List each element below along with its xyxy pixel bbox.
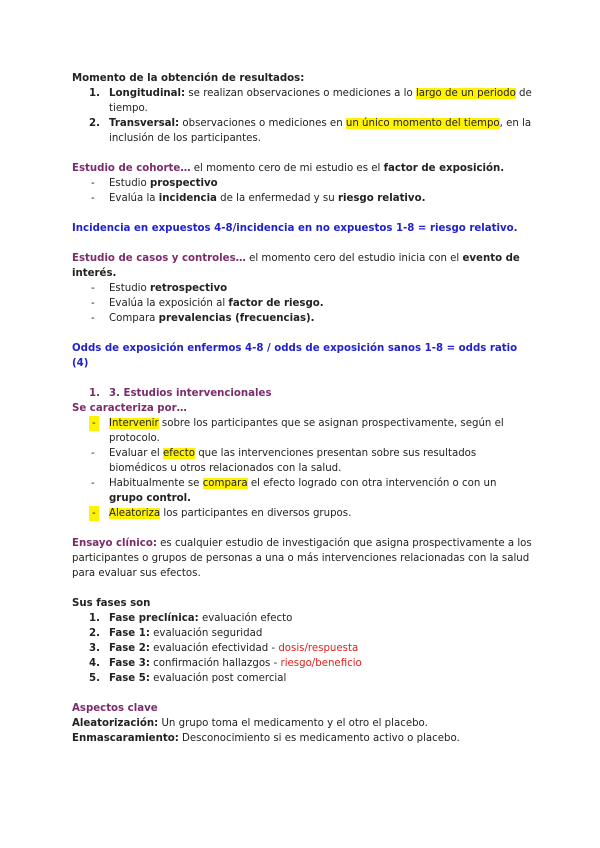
cohorte-list <box>72 176 532 206</box>
list-item: - Estudio prospectivo <box>91 178 218 189</box>
list-item: 3. Fase 2: evaluación efectividad - dosis/respuesta <box>89 643 359 654</box>
intervencionales-subheading: Se caracteriza por… <box>72 403 187 414</box>
list-item: - Aleatoriza los participantes en diversos grupos. <box>72 506 532 521</box>
momento-list <box>72 86 532 146</box>
aspecto-enmascaramiento: Enmascaramiento: Desconocimiento si es medicamento activo o placebo. <box>72 733 460 744</box>
section-heading-fases: Sus fases son <box>72 598 151 609</box>
document-page <box>72 71 532 746</box>
list-item: - Evaluar el efecto que las intervenciones presentan sobre sus resultados biomédicos u otros relacionados con la salud. <box>91 448 477 474</box>
list-item: - Habitualmente se compara el efecto logrado con otra intervención o con un grupo control. <box>91 478 497 504</box>
section-heading-momento: Momento de la obtención de resultados: <box>72 73 305 84</box>
casos-paragraph: Estudio de casos y controles… el momento cero del estudio inicia con el evento de interés. <box>72 253 520 279</box>
section-heading-aspectos: Aspectos clave <box>72 703 158 714</box>
casos-list <box>72 281 532 326</box>
list-item: - Evalúa la incidencia de la enfermedad y su riesgo relativo. <box>91 193 426 204</box>
fases-list <box>72 611 532 686</box>
intervencionales-list <box>72 416 532 521</box>
list-item: 1. Longitudinal: se realizan observaciones o mediciones a lo largo de un periodo de tiempo. <box>89 88 532 114</box>
aspecto-aleatorizacion: Aleatorización: Un grupo toma el medicamento y el otro el placebo. <box>72 718 428 729</box>
list-item: 4. Fase 3: confirmación hallazgos - riesgo/beneficio <box>89 658 362 669</box>
ensayo-paragraph: Ensayo clínico: es cualquier estudio de investigación que asigna prospectivamente a los participantes o grupos de personas a una o más intervenciones relacionadas con la salud para evaluar sus efectos. <box>72 538 532 579</box>
list-item: - Estudio retrospectivo <box>91 283 228 294</box>
list-item: - Evalúa la exposición al factor de riesgo. <box>91 298 324 309</box>
intervencionales-heading-list <box>72 386 532 401</box>
list-item: 2. Fase 1: evaluación seguridad <box>89 628 263 639</box>
odds-formula: Odds de exposición enfermos 4-8 / odds de exposición sanos 1-8 = odds ratio (4) <box>72 343 518 369</box>
list-item: 2. Transversal: observaciones o mediciones en un único momento del tiempo, en la inclusión de los participantes. <box>89 118 532 144</box>
section-heading-intervencionales: 1. 3. Estudios intervencionales <box>89 388 272 399</box>
list-item: - Intervenir sobre los participantes que se asignan prospectivamente, según el protocolo. <box>72 416 532 446</box>
list-item: 5. Fase 5: evaluación post comercial <box>89 673 287 684</box>
list-item: 1. Fase preclínica: evaluación efecto <box>89 613 293 624</box>
incidencia-formula: Incidencia en expuestos 4-8/incidencia en no expuestos 1-8 = riesgo relativo. <box>72 223 518 234</box>
list-item: - Compara prevalencias (frecuencias). <box>91 313 315 324</box>
cohorte-paragraph: Estudio de cohorte… el momento cero de mi estudio es el factor de exposición. <box>72 163 505 174</box>
